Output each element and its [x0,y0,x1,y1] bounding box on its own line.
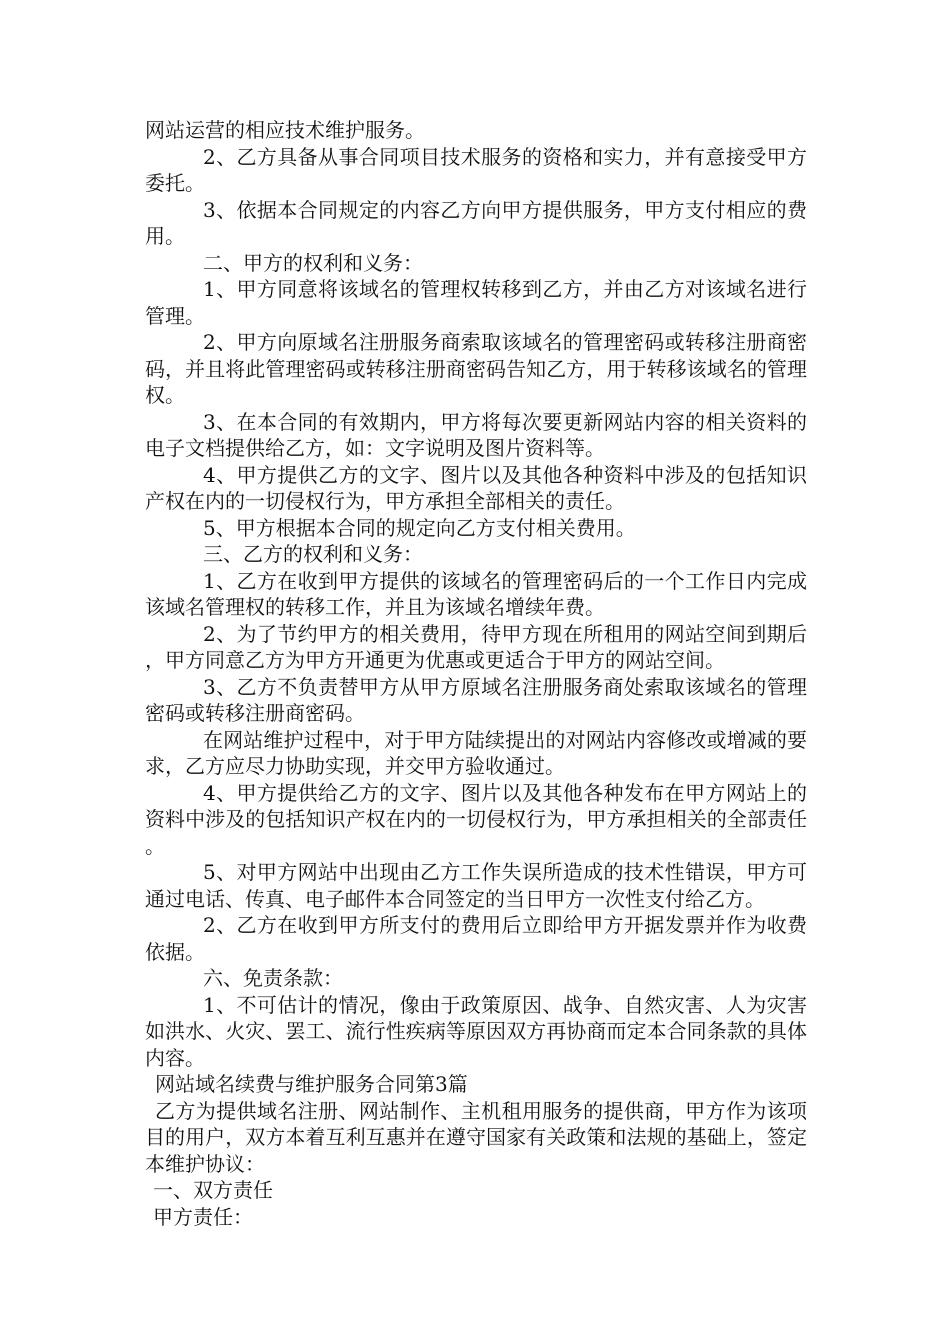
paragraph-11: 1、乙方在收到甲方提供的该域名的管理密码后的一个工作日内完成该域名管理权的转移工作，并且为该域名增续年费。 [145,568,807,619]
paragraph-2: 2、乙方具备从事合同项目技术服务的资格和实力，并有意接受甲方委托。 [145,144,807,195]
paragraph-3: 3、依据本合同规定的内容乙方向甲方提供服务，甲方支付相应的费用。 [145,197,807,248]
paragraph-9: 5、甲方根据本合同的规定向乙方支付相关费用。 [203,515,636,540]
paragraph-21: 乙方为提供域名注册、网站制作、主机租用服务的提供商，甲方作为该项目的用户，双方本着互利互惠并在遵守国家有关政策和法规的基础上，签定本维护协议： [145,1098,807,1176]
paragraph-7: 3、在本合同的有效期内，甲方将每次要更新网站内容的相关资料的电子文档提供给乙方，如：文字说明及图片资料等。 [145,409,807,460]
document-body [145,117,807,1230]
paragraph-16: 5、对甲方网站中出现由乙方工作失误所造成的技术性错误，甲方可通过电话、传真、电子邮件本合同签定的当日甲方一次性支付给乙方。 [145,860,807,911]
section-heading-2: 二、甲方的权利和义务： [203,250,423,275]
section-heading-6: 六、免责条款： [203,966,343,990]
section-heading-1: 一、双方责任 [153,1178,273,1202]
section-heading-3: 三、乙方的权利和义务： [203,542,423,566]
paragraph-14: 在网站维护过程中，对于甲方陆续提出的对网站内容修改或增减的要求，乙方应尽力协助实现，并交甲方验收通过。 [145,727,807,778]
paragraph-12: 2、为了节约甲方的相关费用，待甲方现在所租用的网站空间到期后，甲方同意乙方为甲方开通更为优惠或更适合于甲方的网站空间。 [145,621,807,672]
paragraph-15: 4、甲方提供给乙方的文字、图片以及其他各种发布在甲方网站上的资料中涉及的包括知识产权在内的一切侵权行为，甲方承担相关的全部责任。 [145,780,807,858]
paragraph-8: 4、甲方提供乙方的文字、图片以及其他各种资料中涉及的包括知识产权在内的一切侵权行为，甲方承担全部相关的责任。 [145,462,807,513]
paragraph-13: 3、乙方不负责替甲方从甲方原域名注册服务商处索取该域名的管理密码或转移注册商密码。 [145,674,807,725]
paragraph-19: 1、不可估计的情况，像由于政策原因、战争、自然灾害、人为灾害如洪水、火灾、罢工、流行性疾病等原因双方再协商而定本合同条款的具体内容。 [145,992,807,1070]
paragraph-5: 1、甲方同意将该域名的管理权转移到乙方，并由乙方对该域名进行管理。 [145,277,807,328]
paragraph-6: 2、甲方向原域名注册服务商索取该域名的管理密码或转移注册商密码，并且将此管理密码或转移注册商密码告知乙方，用于转移该域名的管理权。 [145,330,807,407]
paragraph-17: 2、乙方在收到甲方所支付的费用后立即给甲方开据发票并作为收费依据。 [145,913,807,964]
paragraph-1: 网站运营的相应技术维护服务。 [145,118,425,142]
party-a-heading: 甲方责任： [153,1204,253,1229]
contract-title: 网站域名续费与维护服务合同第3篇 [155,1072,468,1096]
